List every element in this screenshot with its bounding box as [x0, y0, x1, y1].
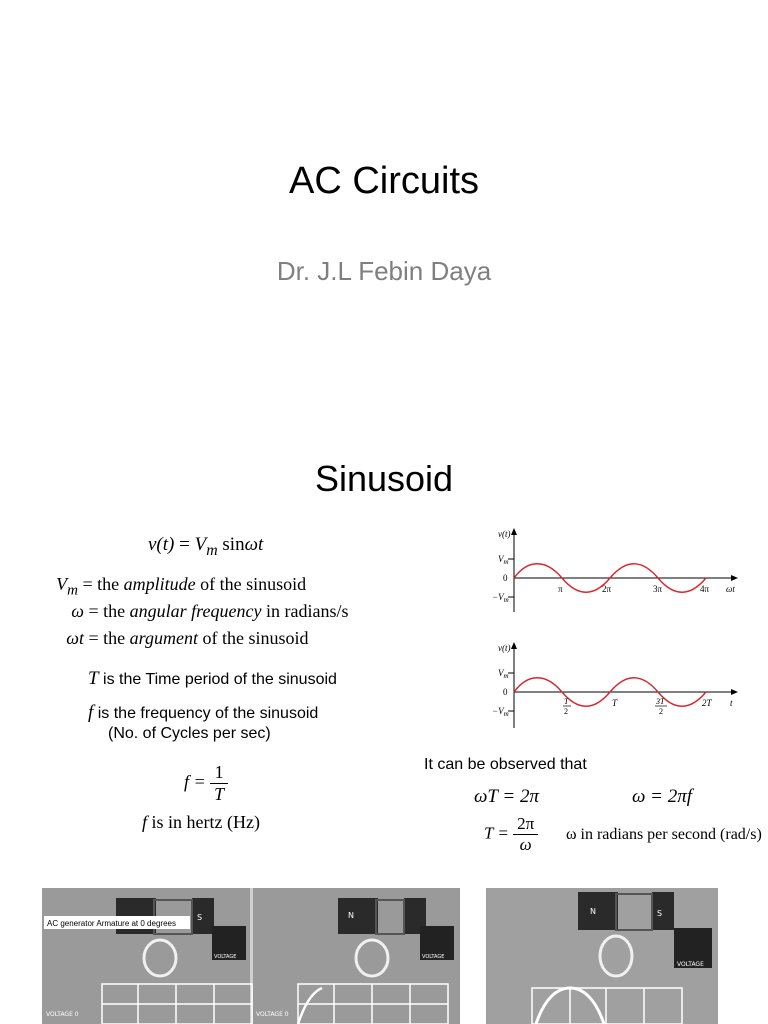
graph2-ylabel: v(t): [498, 643, 511, 653]
frequency-formula: f = $\frac{1}{T}$: [184, 762, 228, 805]
definition-amplitude: $V_m$ = the amplitude of the sinusoid: [56, 574, 307, 599]
sine-graph-t: [478, 640, 748, 732]
definition-argument: ωt = the argument of the sinusoid: [66, 628, 309, 648]
graph2-tick-t: T: [612, 698, 618, 708]
graph2-xlabel: t: [730, 698, 733, 708]
generator-caption: AC generator Armature at 0 degrees: [47, 919, 176, 928]
frequency-note-sub: (No. of Cycles per sec): [108, 725, 271, 742]
generator-frame-illustration: [486, 888, 718, 1024]
frequency-note: f is the frequency of the sinusoid: [88, 702, 319, 723]
main-equation: $v(t) = V_m$ sinωt: [148, 534, 264, 559]
generator-photo-pair: [42, 888, 460, 1024]
graph1-tick-3pi: 3π: [653, 584, 663, 594]
graph2-tick-2t: 2T: [702, 698, 712, 708]
radians-note: ω in radians per second (rad/s): [566, 826, 762, 843]
pole-n-middle: N: [348, 911, 354, 920]
voltage-label-left: VOLTAGE 0: [46, 1011, 79, 1018]
voltage-label-middle: VOLTAGE 0: [256, 1011, 289, 1018]
relation-period: T = $\frac{2\pi}{\omega}$: [484, 814, 538, 855]
relation-omega-t: ωT = 2π: [474, 786, 539, 807]
graph2-zero-label: 0: [503, 687, 508, 697]
graph1-y-axis: [511, 528, 517, 612]
generator-photo-single: [486, 888, 718, 1024]
sine-graph-wt: [478, 526, 748, 616]
svg-text:2: 2: [564, 707, 568, 716]
graph2-neg-vm-label: $-V_m$: [492, 706, 509, 718]
generator-frames-illustration: [42, 888, 460, 1024]
graph2-vm-label: $V_m$: [498, 668, 509, 680]
svg-text:2: 2: [659, 707, 663, 716]
meter-label-middle: VOLTAGE: [422, 954, 445, 960]
graph1-tick-4pi: 4π: [700, 584, 710, 594]
graph1-tick-pi: π: [558, 584, 563, 594]
frequency-unit: f is in hertz (Hz): [142, 812, 260, 832]
graph2-y-axis: [511, 642, 517, 728]
svg-text:T: T: [564, 697, 569, 706]
meter-label-left: VOLTAGE: [214, 954, 237, 960]
graph1-ylabel: v(t): [498, 529, 511, 539]
pole-s-right: S: [657, 909, 663, 918]
graph1-zero-label: 0: [503, 573, 508, 583]
pole-n-right: N: [590, 907, 596, 916]
graph1-xlabel: ωt: [726, 584, 735, 594]
observed-text: It can be observed that: [424, 756, 587, 773]
svg-text:3T: 3T: [656, 697, 665, 706]
sinusoid-heading: Sinusoid: [314, 458, 454, 499]
pole-s-left: S: [197, 913, 203, 922]
relation-omega-f: ω = 2πf: [632, 786, 693, 807]
slide-title: AC Circuits: [288, 160, 480, 202]
slide-author: Dr. J.L Febin Daya: [276, 256, 492, 286]
meter-label-right: VOLTAGE: [677, 961, 704, 968]
graph1-neg-vm-label: $-V_m$: [492, 592, 509, 604]
graph1-vm-label: $V_m$: [498, 554, 509, 566]
definition-angular-frequency: ω = the angular frequency in radians/s: [71, 601, 349, 621]
graph1-tick-2pi: 2π: [602, 584, 612, 594]
period-note: T is the Time period of the sinusoid: [88, 668, 337, 689]
